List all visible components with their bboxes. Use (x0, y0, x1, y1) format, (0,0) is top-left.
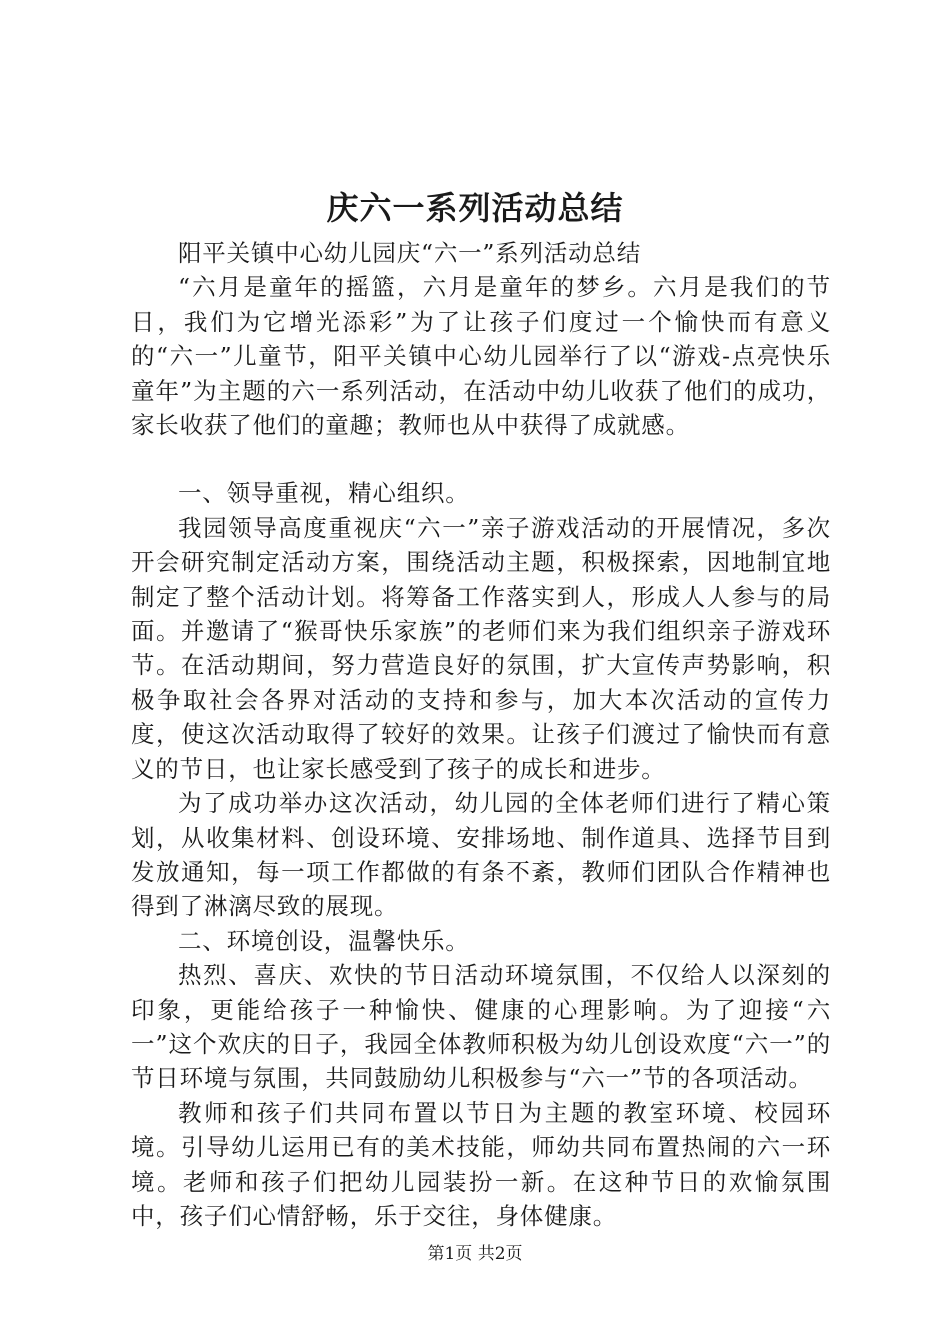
paragraph-decoration: 教师和孩子们共同布置以节日为主题的教室环境、校园环境。引导幼儿运用已有的美术技能，师幼共同布置热闹的六一环境。老师和孩子们把幼儿园装扮一新。在这种节日的欢愉氛围中，孩子们心情舒畅，乐于交往，身体健康。 (131, 1098, 831, 1230)
paragraph-subtitle: 阳平关镇中心幼儿园庆“六一”系列活动总结 (178, 239, 642, 267)
document-title: 庆六一系列活动总结 (326, 189, 624, 227)
paragraph-atmosphere: 热烈、喜庆、欢快的节日活动环境氛围，不仅给人以深刻的印象，更能给孩子一种愉快、健康的心理影响。为了迎接“六一”这个欢庆的日子，我园全体教师积极为幼儿创设欢度“六一”的节日环境与氛围，共同鼓励幼儿积极参与“六一”节的各项活动。 (131, 961, 831, 1093)
section-heading-1: 一、领导重视，精心组织。 (178, 479, 470, 508)
document-body (131, 236, 831, 1233)
paragraph-leadership: 我园领导高度重视庆“六一”亲子游戏活动的开展情况，多次开会研究制定活动方案，围绕活动主题，积极探索，因地制宜地制定了整个活动计划。将筹备工作落实到人，形成人人参与的局面。并邀请了“猴哥快乐家族”的老师们来为我们组织亲子游戏环节。在活动期间，努力营造良好的氛围，扩大宣传声势影响，积极争取社会各界对活动的支持和参与，加大本次活动的宣传力度，使这次活动取得了较好的效果。让孩子们渡过了愉快而有意义的节日，也让家长感受到了孩子的成长和进步。 (131, 513, 831, 783)
paragraph-planning: 为了成功举办这次活动，幼儿园的全体老师们进行了精心策划，从收集材料、创设环境、安排场地、制作道具、选择节目到发放通知，每一项工作都做的有条不紊，教师们团队合作精神也得到了淋漓尽致的展现。 (131, 789, 831, 921)
paragraph-intro: “六月是童年的摇篮，六月是童年的梦乡。六月是我们的节日，我们为它增光添彩”为了让孩子们度过一个愉快而有意义的“六一”儿童节，阳平关镇中心幼儿园举行了以“游戏-点亮快乐童年”为主题的六一系列活动，在活动中幼儿收获了他们的成功，家长收获了他们的童趣；教师也从中获得了成就感。 (131, 273, 831, 440)
blank-line (131, 442, 831, 476)
section-heading-2: 二、环境创设，温馨快乐。 (178, 926, 470, 955)
page-footer: 第1页 共2页 (427, 1244, 523, 1264)
